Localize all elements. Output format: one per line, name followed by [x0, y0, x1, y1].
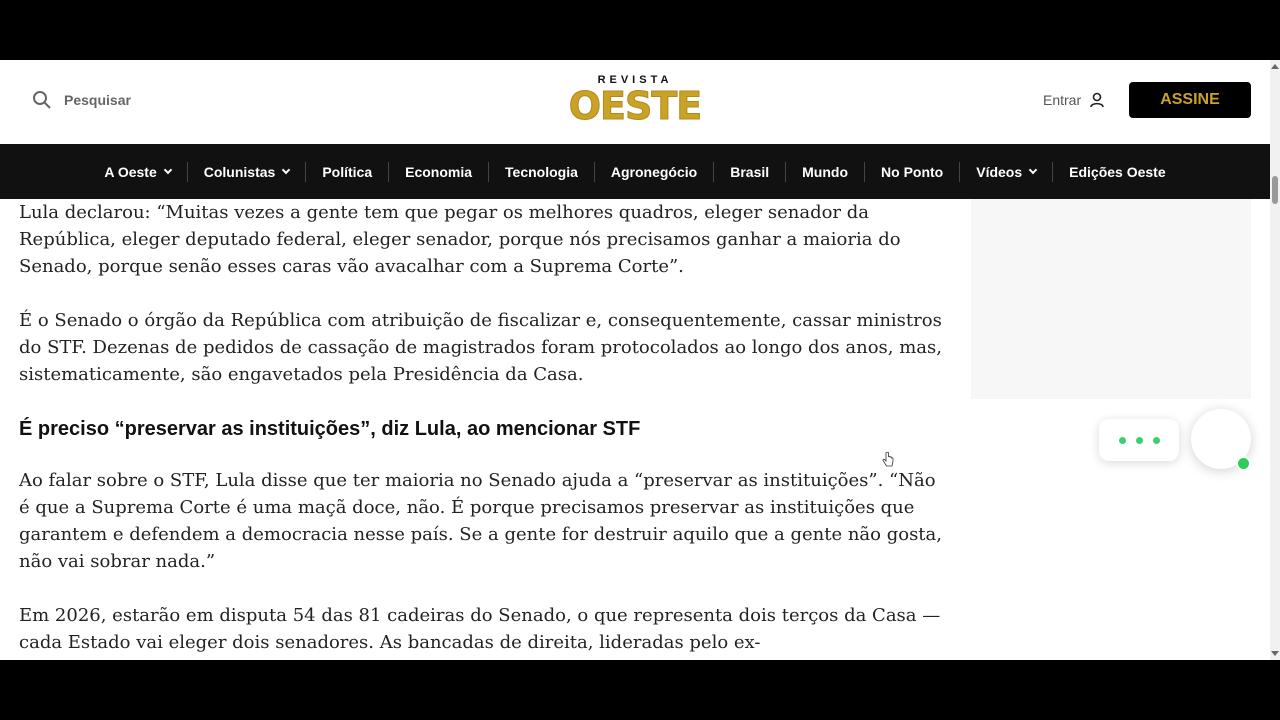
nav-item-edicoes-oeste[interactable]	[1053, 162, 1182, 182]
nav-item-no-ponto[interactable]	[865, 162, 960, 182]
nav-label: Agronegócio	[610, 163, 698, 180]
chevron-down-icon	[1029, 166, 1037, 174]
article-subheading: É preciso “preservar as instituições”, diz Lula, ao mencionar STF	[19, 418, 641, 440]
article-paragraph: Ao falar sobre o STF, Lula disse que ter maioria no Senado ajuda a “preservar as instituições”. “Não é que a Suprema Corte é uma maçã doce, não. É porque precisamos preservar as instituições que garantem e defendem a democracia nesse país. Se a gente for destruir aquilo que a gente não gosta, não vai sobrar nada.”	[19, 470, 942, 572]
nav-label: Política	[322, 163, 373, 180]
login-label: Entrar	[1043, 92, 1082, 108]
typing-dot	[1136, 437, 1143, 444]
nav-label: A Oeste	[104, 163, 157, 180]
logo-top-text: REVISTA	[597, 74, 673, 86]
search-label: Pesquisar	[64, 92, 131, 108]
chevron-down-icon	[163, 166, 171, 174]
search-icon	[32, 90, 52, 110]
chevron-down-icon	[282, 166, 290, 174]
nav-item-a-oeste[interactable]	[88, 162, 187, 182]
browser-viewport	[0, 60, 1280, 660]
nav-item-politica[interactable]	[306, 162, 389, 182]
nav-label: Tecnologia	[505, 163, 578, 180]
article-paragraph: Lula declarou: “Muitas vezes a gente tem que pegar os melhores quadros, eleger senador da República, eleger deputado federal, eleger senador, porque nós precisamos ganhar a maioria do Senado, porque senão esses caras vão avacalhar com a Suprema Corte”.	[19, 202, 901, 277]
nav-label: Mundo	[802, 163, 849, 180]
page-scrollbar[interactable]	[1270, 60, 1280, 660]
scroll-down-arrow-icon[interactable]	[1271, 651, 1279, 656]
nav-item-colunistas[interactable]	[188, 162, 307, 182]
subscribe-button[interactable]: ASSINE	[1129, 82, 1251, 118]
scrollbar-thumb[interactable]	[1272, 176, 1278, 204]
nav-label: No Ponto	[881, 163, 944, 180]
nav-item-mundo[interactable]	[786, 162, 865, 182]
article-paragraph: É o Senado o órgão da República com atribuição de fiscalizar e, consequentemente, cassar ministros do STF. Dezenas de pedidos de cassação de magistrados foram protocolados ao longo dos anos, mas, sistematicamente, são engavetados pela Presidência da Casa.	[19, 310, 942, 385]
typing-dot	[1119, 437, 1126, 444]
nav-label: Brasil	[730, 163, 770, 180]
typing-dot	[1153, 437, 1160, 444]
article-paragraph: Em 2026, estarão em disputa 54 das 81 cadeiras do Senado, o que representa dois terços da Casa — cada Estado vai eleger dois senadores. As bancadas de direita, lideradas pelo ex-	[19, 605, 941, 653]
nav-item-tecnologia[interactable]	[489, 162, 595, 182]
hand-cursor-icon	[882, 452, 894, 468]
login-button[interactable]	[1043, 92, 1105, 108]
nav-item-economia[interactable]	[389, 162, 489, 182]
chat-typing-bubble[interactable]	[1099, 419, 1179, 461]
user-icon	[1089, 92, 1105, 108]
main-navigation	[0, 144, 1270, 199]
nav-label: Vídeos	[976, 163, 1023, 180]
scroll-up-arrow-icon[interactable]	[1271, 64, 1279, 69]
article-body	[19, 199, 949, 660]
nav-label: Edições Oeste	[1069, 163, 1166, 180]
site-logo[interactable]	[560, 74, 710, 130]
nav-item-videos[interactable]	[960, 162, 1053, 182]
nav-label: Colunistas	[203, 163, 276, 180]
logo-main-text: OESTE	[568, 84, 702, 128]
nav-label: Economia	[405, 163, 473, 180]
online-status-icon	[1236, 456, 1251, 471]
sidebar-ad-placeholder	[971, 199, 1251, 399]
search-button[interactable]	[32, 90, 131, 110]
nav-item-agronegocio[interactable]	[595, 162, 714, 182]
nav-item-brasil[interactable]	[714, 162, 786, 182]
site-header	[0, 60, 1270, 144]
